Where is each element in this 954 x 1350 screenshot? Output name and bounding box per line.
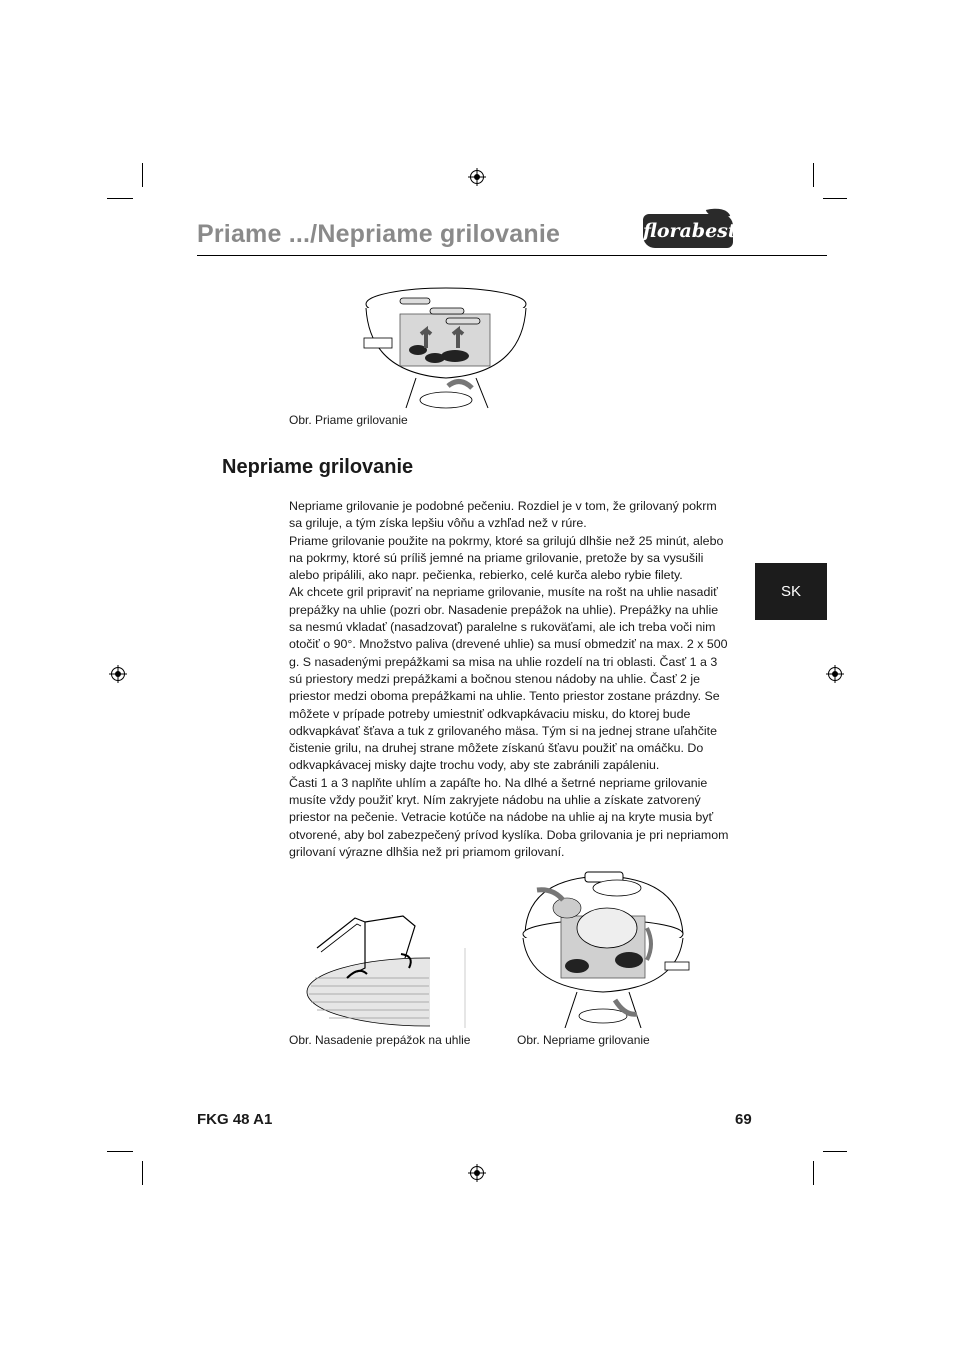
paragraph: Ak chcete gril pripraviť na nepriame grilovanie, musíte na rošt na uhlie nasadiť prepážky na uhlie (pozri obr. Nasadenie prepážok na uhlie). Prepážky na uhlie sa nesmú vkladať (nasadzovať) paralelne s rukoväťami, ale ich treba voči nim otočiť o 90°. Množstvo paliva (drevené uhlie) sa musí obmedziť na max. 2 x 500 g. S nasadenými prepážkami sa misa na uhlie rozdelí na tri oblasti. Časť 1 a 3 sú priestory medzi prepážkami a bočnou stenou nádoby na uhlie. Časť 2 je priestor medzi oboma prepážkami na uhlie. Tento priestor zostane prázdny. Se môžete v prípade potreby umiestniť odkvapkávaciu misku, do ktorej bude odkvapkávať šťava a tuk z grilovaného mäsa. Tým si na jednej strane uľahčite čistenie grilu, na druhej strane môžete získanú šťavu použiť na omáčku. Do odkvapkávacej misky dajte trochu vody, aby ste zabránili zapáleniu. <box>289 585 728 773</box>
crop-mark <box>142 1161 143 1185</box>
direct-grilling-illustration <box>360 278 530 410</box>
footer-model: FKG 48 A1 <box>197 1111 273 1128</box>
section-heading: Nepriame grilovanie <box>222 456 414 478</box>
charcoal-separator-illustration <box>305 912 467 1028</box>
figure-caption: Obr. Nepriame grilovanie <box>517 1033 650 1047</box>
figure-caption: Obr. Priame grilovanie <box>289 413 408 427</box>
paragraph: Časti 1 a 3 naplňte uhlím a zapáľte ho. Na dlhé a šetrné nepriame grilovanie musíte vždy použiť kryt. Ním zakryjete nádobu na uhlie a získate zatvorený priestor na pečenie. Vetracie kotúče na nádobe na uhlie aj na kryte musia byť otvorené, aby bol zabezpečený prívod kyslíka. Doba grilovania je pri nepriamom grilovaní výrazne dlhšia než pri priamom grilovaní. <box>289 775 729 859</box>
registration-mark-icon <box>826 665 844 683</box>
crop-mark <box>142 163 143 187</box>
body-text <box>289 498 729 861</box>
indirect-grilling-illustration <box>517 868 691 1028</box>
crop-mark <box>823 1151 847 1152</box>
title-divider <box>197 255 827 256</box>
page-number: 69 <box>735 1111 752 1128</box>
paragraph: Nepriame grilovanie je podobné pečeniu. Rozdiel je v tom, že grilovaný pokrm sa griluje, a tým získa lepšiu vôňu a vzhľad než v rúre. <box>289 499 717 531</box>
registration-mark-icon <box>468 168 486 186</box>
paragraph: Priame grilovanie použite na pokrmy, ktoré sa grilujú dlhšie než 25 minút, alebo na pokrmy, ktoré sú príliš jemné na priame grilovanie, pretože by sa vysušili alebo pripálili, ako napr. pečienka, rebierko, celé kurča alebo rybie filety. <box>289 533 724 583</box>
crop-mark <box>813 163 814 187</box>
crop-mark <box>813 1161 814 1185</box>
registration-mark-icon <box>109 665 127 683</box>
crop-mark <box>823 198 847 199</box>
crop-mark <box>107 1151 133 1152</box>
crop-mark <box>107 198 133 199</box>
page-title: Priame .../Nepriame grilovanie <box>197 220 561 248</box>
language-tab: SK <box>755 563 827 620</box>
registration-mark-icon <box>468 1164 486 1182</box>
figure-caption: Obr. Nasadenie prepážok na uhlie <box>289 1033 471 1047</box>
brand-logo: florabest <box>643 214 733 248</box>
